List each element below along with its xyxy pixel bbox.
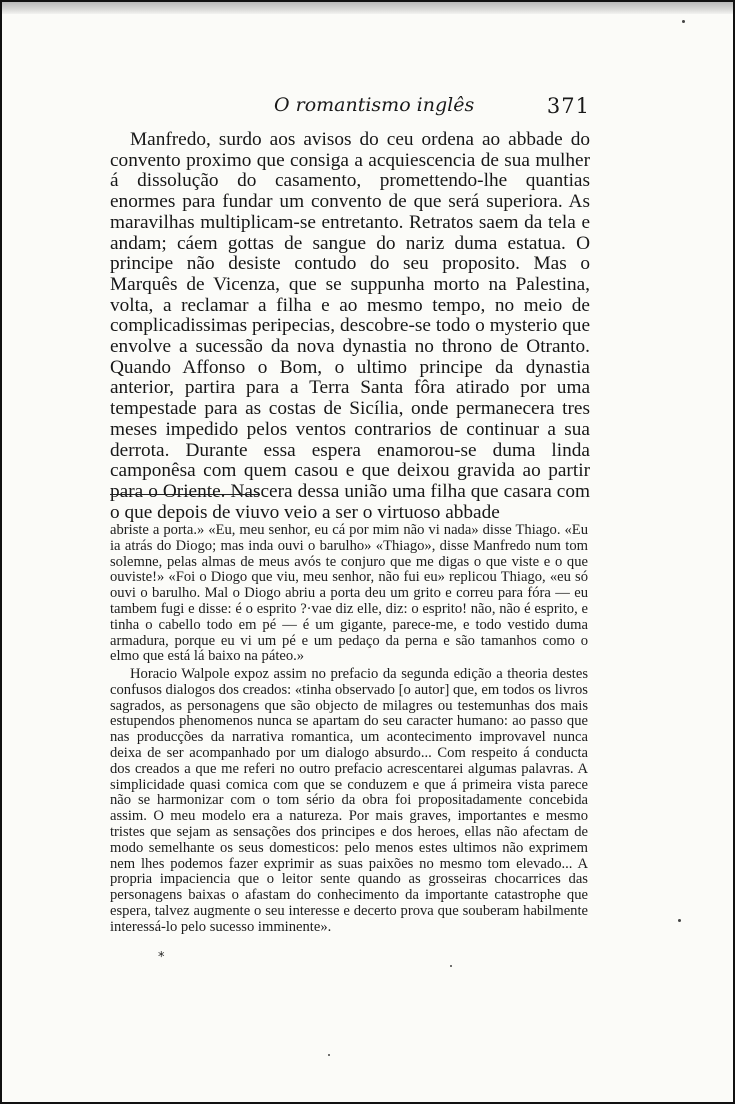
scan-edge-shadow xyxy=(2,2,735,14)
page-header xyxy=(110,94,590,124)
scan-speck xyxy=(328,1054,330,1056)
footnote-walpole: Horacio Walpole expoz assim no prefacio da segunda edição a theoria destes confusos dialogos dos creados: «tinha observado [o autor] que, em todos os livros sagrados, as personagens que são objecto de milagres ou testemunhas dos mais estupendos phenomenos nunca se apartam do seu caracter humano: ao passo que nas producções da narrativa romantica, um acontecimento improvavel nunca deixa de ser acompanhado por um dialogo absurdo... Com respeito á conducta dos creados a que me referi no outro prefacio acrescentarei algumas palavras. A simplicidade quasi comica com que se conduzem e que á primeira vista parece não se harmonizar com o tom sério da obra foi propositadamente concebida assim. O meu modelo era a natureza. Por mais graves, importantes e mesmo tristes que sejam as sensações dos principes e dos heroes, ellas não afectam de modo semelhante os seus domesticos: pelo menos estes ultimos não exprimem nem lhes podemos fazer exprimir as suas paixões no mesmo tom elevado... A propria impaciencia que o leitor sente quando as grosseiras chocarrices das personagens baixas o afastam do conhecimento da importante catastrophe que espera, talvez augmente o seu interesse e decerto prova que souberam habilmente interessá-lo pelo sucesso imminente». xyxy=(110,666,588,935)
scan-speck xyxy=(682,20,685,23)
page-number: 371 xyxy=(546,94,590,118)
running-title: O romantismo inglês xyxy=(274,94,475,116)
asterisk-mark: * xyxy=(158,950,165,965)
scan-speck xyxy=(678,919,681,922)
footnote-separator xyxy=(110,494,260,495)
footnote-continuation: abriste a porta.» «Eu, meu senhor, eu cá por mim não vi nada» disse Thiago. «Eu ia atrás do Diogo; mas inda ouvi o barulho» «Thiago», disse Manfredo num tom solemne, pelas almas de meus avós te conjuro que me digas o que viste e o que ouviste!» «Foi o Diogo que viu, meu senhor, não fui eu» replicou Thiago, «eu só ouvi o barulho. Mal o Diogo abriu a porta deu um grito e correu para fóra — eu tambem fugi e disse: é o esprito ?·vae diz elle, diz: o esprito! não, não é esprito, e tinha o cabello todo em pé — é um gigante, parece-me, e todo vestido duma armadura, porque eu vi um pé e um pedaço da perna e são tamanhos como o elmo que está lá baixo na páteo.» xyxy=(110,522,588,665)
main-paragraph: Manfredo, surdo aos avisos do ceu ordena ao abbade do convento proximo que consiga a acquiescencia de sua mulher á dissolução do casamento, promettendo-lhe quantias enormes para fundar um convento de que será superiora. As maravilhas multiplicam-se entretanto. Retratos saem da tela e andam; cáem gottas de sangue do nariz duma estatua. O principe não desiste contudo do seu proposito. Mas o Marquês de Vicenza, que se suppunha morto na Palestina, volta, a reclamar a filha e ao mesmo tempo, no meio de complicadissimas peripecias, descobre-se todo o mysterio que envolve a sucessão da nova dynastia no throno de Otranto. Quando Affonso o Bom, o ultimo principe da dynastia anterior, partira para a Terra Santa fôra atirado por uma tempestade para as costas de Sicília, onde permanecera tres meses impedido pelos ventos contrarios de continuar a sua derrota. Durante essa espera enamorou-se duma linda camponêsa com quem casou e que deixou gravida ao partir para o Oriente. Nascera dessa união uma filha que casara com o que depois de viuvo veio a ser o virtuoso abbade xyxy=(110,129,590,523)
scan-speck xyxy=(450,965,452,967)
